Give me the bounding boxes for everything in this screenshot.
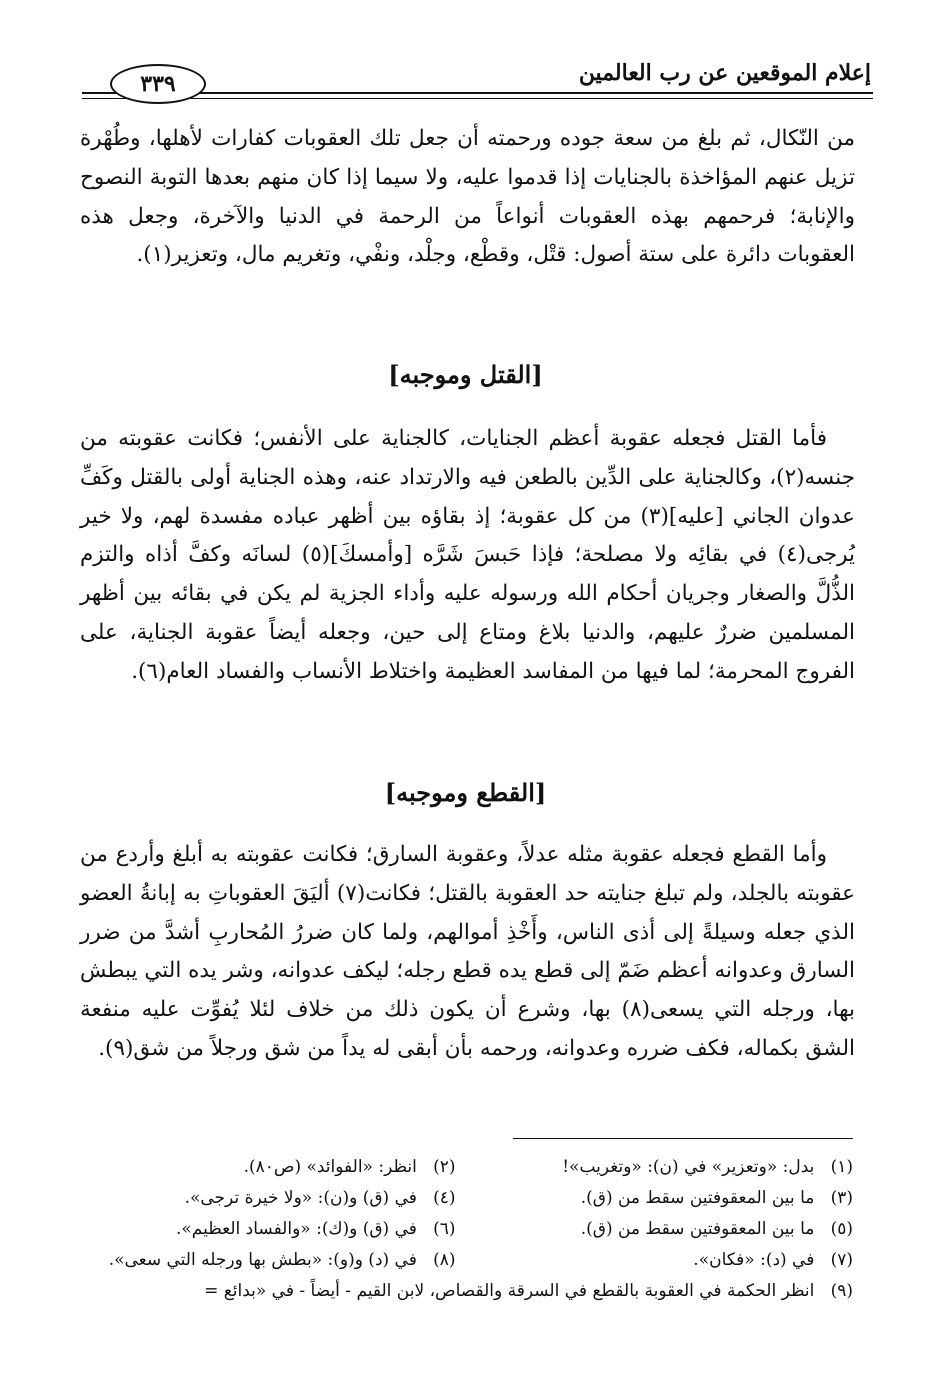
intro-paragraph [80,120,855,275]
footnote-text: في (ق) و(ك): «والفساد العظيم». [175,1219,417,1239]
footnote-9 [58,1276,853,1307]
footnote-6 [58,1214,456,1245]
footnote-number: (٣) [830,1188,853,1208]
page-number-badge [110,64,206,104]
footnote-row [58,1214,853,1245]
footnotes [58,1152,853,1307]
footnote-row [58,1183,853,1214]
intro-paragraph-text: من النّكال، ثم بلغ من سعة جوده ورحمته أن جعل تلك العقوبات كفارات لأهلها، وطُهْرة تزيل عنهم المؤاخذة بالجنايات إذا قدموا عليه، ولا سيما إذا كان منهم بعدها التوبة النصوح والإنابة؛ فرحمهم بهذه العقوبات أنواعاً من الرحمة في الدنيا والآخرة، وجعل هذه العقوبات دائرة على ستة أصول: قتْل، وقطْع، وجلْد، ونفْي، وتغريم مال، وتعزير(١). [80,126,855,268]
running-header-title: إعلام الموقعين عن رب العالمين [578,60,871,86]
footnote-row [58,1152,853,1183]
footnote-number: (٩) [830,1281,853,1301]
footnote-number: (٨) [433,1250,456,1270]
footnote-8 [58,1245,456,1276]
footnote-row [58,1245,853,1276]
footnote-4 [58,1183,456,1214]
footnote-number: (٢) [433,1157,456,1177]
footnote-separator [513,1138,853,1139]
footnote-number: (٥) [830,1219,853,1239]
header-rule-thin [82,98,873,99]
footnote-text: بدل: «وتعزير» في (ن): «وتغريب»! [562,1157,815,1177]
footnote-1 [456,1152,854,1183]
footnote-number: (٦) [433,1219,456,1239]
footnote-2 [58,1152,456,1183]
killing-paragraph [80,420,855,692]
section-heading-cutting: [القطع وموجبه] [384,778,547,807]
footnote-5 [456,1214,854,1245]
section-heading-killing: [القتل وموجبه] [388,360,543,389]
killing-paragraph-text: فأما القتل فجعله عقوبة أعظم الجنايات، كالجناية على الأنفس؛ فكانت عقوبته من جنسه(٢)، وكالجناية على الدِّين بالطعن فيه والارتداد عنه، وهذه الجناية أولى بالقتل وكَفِّ عدوان الجاني [عليه](٣) من كل عقوبة؛ إذ بقاؤه بين أظهر عباده مفسدة لهم، ولا خير يُرجى(٤) في بقائِه ولا مصلحة؛ فإذا حَبسَ شَرَّه [وأمسكَ](٥) لسانَه وكفَّ أذاه والتزم الذُّلَّ والصغار وجريان أحكام الله ورسوله عليه وأداء الجزية لم يكن في بقائه بين أظهر المسلمين ضررٌ عليهم، والدنيا بلاغ ومتاع إلى حين، وجعله أيضاً عقوبة الجناية، على الفروج المحرمة؛ لما فيها من المفاسد العظيمة واختلاط الأنساب والفساد العام(٦). [80,426,856,684]
footnote-text: في (ق) و(ن): «ولا خيرة ترجى». [184,1188,417,1208]
footnote-text: في (د) و(و): «بطش بها ورجله التي سعى». [108,1250,417,1270]
footnote-text: ما بين المعقوفتين سقط من (ق). [580,1219,815,1239]
footnote-text: في (د): «فكان». [693,1250,815,1270]
footnote-7 [456,1245,854,1276]
footnote-number: (٤) [433,1188,456,1208]
footnote-text: انظر الحكمة في العقوبة بالقطع في السرقة والقصاص، لابن القيم - أيضاً - في «بدائع = [204,1281,815,1301]
footnote-number: (١) [830,1157,853,1177]
footnote-text: ما بين المعقوفتين سقط من (ق). [580,1188,815,1208]
cutting-paragraph [80,836,855,1069]
footnote-number: (٧) [830,1250,853,1270]
cutting-paragraph-text: وأما القطع فجعله عقوبة مثله عدلاً، وعقوبة السارق؛ فكانت عقوبته به أبلغ وأردع من عقوبته بالجلد، ولم تبلغ جنايته حد العقوبة بالقتل؛ فكانت(٧) أليَقَ العقوباتِ به إبانةُ العضو الذي جعله وسيلةً إلى أذى الناس، وأَخْذِ أموالهم، ولما كان ضررُ المُحاربِ أشدَّ من ضرر السارق وعدوانه أعظم ضَمّ إلى قطع يده قطع رجله؛ ليكف عدوانه، وشر يده التي يبطش بها، ورجله التي يسعى(٨) بها، وشرع أن يكون ذلك من خلاف لئلا يُفوِّت عليه منفعة الشق بكماله، فكف ضرره وعدوانه، ورحمه بأن أبقى له يداً من شق ورجلاً من شق(٩). [80,842,856,1061]
footnote-text: انظر: «الفوائد» (ص٨٠). [243,1157,417,1177]
footnote-3 [456,1183,854,1214]
page-number: ٣٣٩ [140,71,176,97]
